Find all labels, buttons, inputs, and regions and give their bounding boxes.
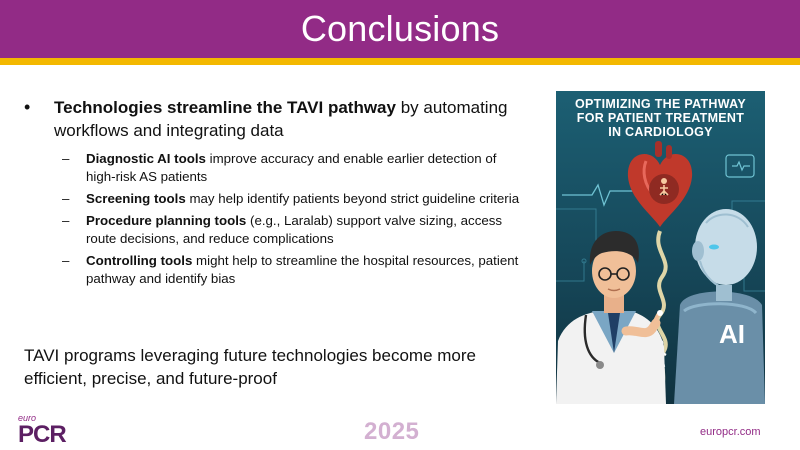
main-bullet <box>24 96 544 142</box>
slide-title: Conclusions <box>300 8 500 49</box>
sub-bullet-text <box>86 252 526 288</box>
heart-icon <box>628 141 692 227</box>
sub-bullet-bold: Procedure planning tools <box>86 213 247 228</box>
sub-bullet-bold: Screening tools <box>86 191 186 206</box>
sub-bullet-screening <box>62 190 544 208</box>
conclusion-statement: TAVI programs leveraging future technologies become more efficient, precise, and future-proof <box>24 346 476 388</box>
europcr-logo <box>18 413 78 448</box>
sub-bullet-bold: Controlling tools <box>86 253 193 268</box>
sub-bullet-controlling <box>62 252 544 288</box>
main-bullet-bold: Technologies streamline the TAVI pathway <box>54 98 396 117</box>
poster-title <box>556 97 765 139</box>
footer-website: europcr.com <box>700 426 761 438</box>
accent-divider <box>0 58 800 65</box>
sub-bullet-text <box>86 212 526 248</box>
main-bullet-text <box>54 96 544 142</box>
doctor-icon <box>556 231 666 404</box>
sub-bullet-rest: might help to streamline the hospital resources, patient pathway and identify bias <box>86 253 519 286</box>
bullet-content <box>24 96 544 292</box>
poster-ai-label: AI <box>719 319 745 349</box>
robot-icon <box>674 209 765 404</box>
logo-main: PCR <box>18 421 66 448</box>
sub-bullet-bold: Diagnostic AI tools <box>86 151 206 166</box>
sub-bullet-dash: – <box>62 213 70 228</box>
footer-year: 2025 <box>364 418 420 445</box>
poster-title-line: IN CARDIOLOGY <box>608 125 713 139</box>
sub-bullet-text <box>86 190 526 208</box>
sub-bullet-rest: (e.g., Laralab) support valve sizing, access route decisions, and reduce complications <box>86 213 503 246</box>
sub-bullet-rest: improve accuracy and enable earlier detection of high-risk AS patients <box>86 151 497 184</box>
sub-bullet-list <box>62 150 544 288</box>
bullet-dot: • <box>24 97 31 117</box>
sub-bullet-rest: may help identify patients beyond strict guideline criteria <box>185 191 520 206</box>
poster-illustration <box>556 91 765 404</box>
sub-bullet-diagnostic <box>62 150 544 186</box>
title-bar <box>0 0 800 58</box>
sub-bullet-planning <box>62 212 544 248</box>
sub-bullet-text <box>86 150 526 186</box>
sub-bullet-dash: – <box>62 151 70 166</box>
monitor-pulse-icon <box>732 162 750 170</box>
sub-bullet-dash: – <box>62 253 70 268</box>
ecg-line-icon <box>562 185 636 205</box>
poster-title-line: OPTIMIZING THE PATHWAY <box>575 97 746 111</box>
logo-prefix: euro <box>18 413 37 423</box>
poster-title-line: FOR PATIENT TREATMENT <box>576 111 745 125</box>
main-bullet-rest: by automating workflows and integrating data <box>54 98 508 140</box>
sub-bullet-dash: – <box>62 191 70 206</box>
